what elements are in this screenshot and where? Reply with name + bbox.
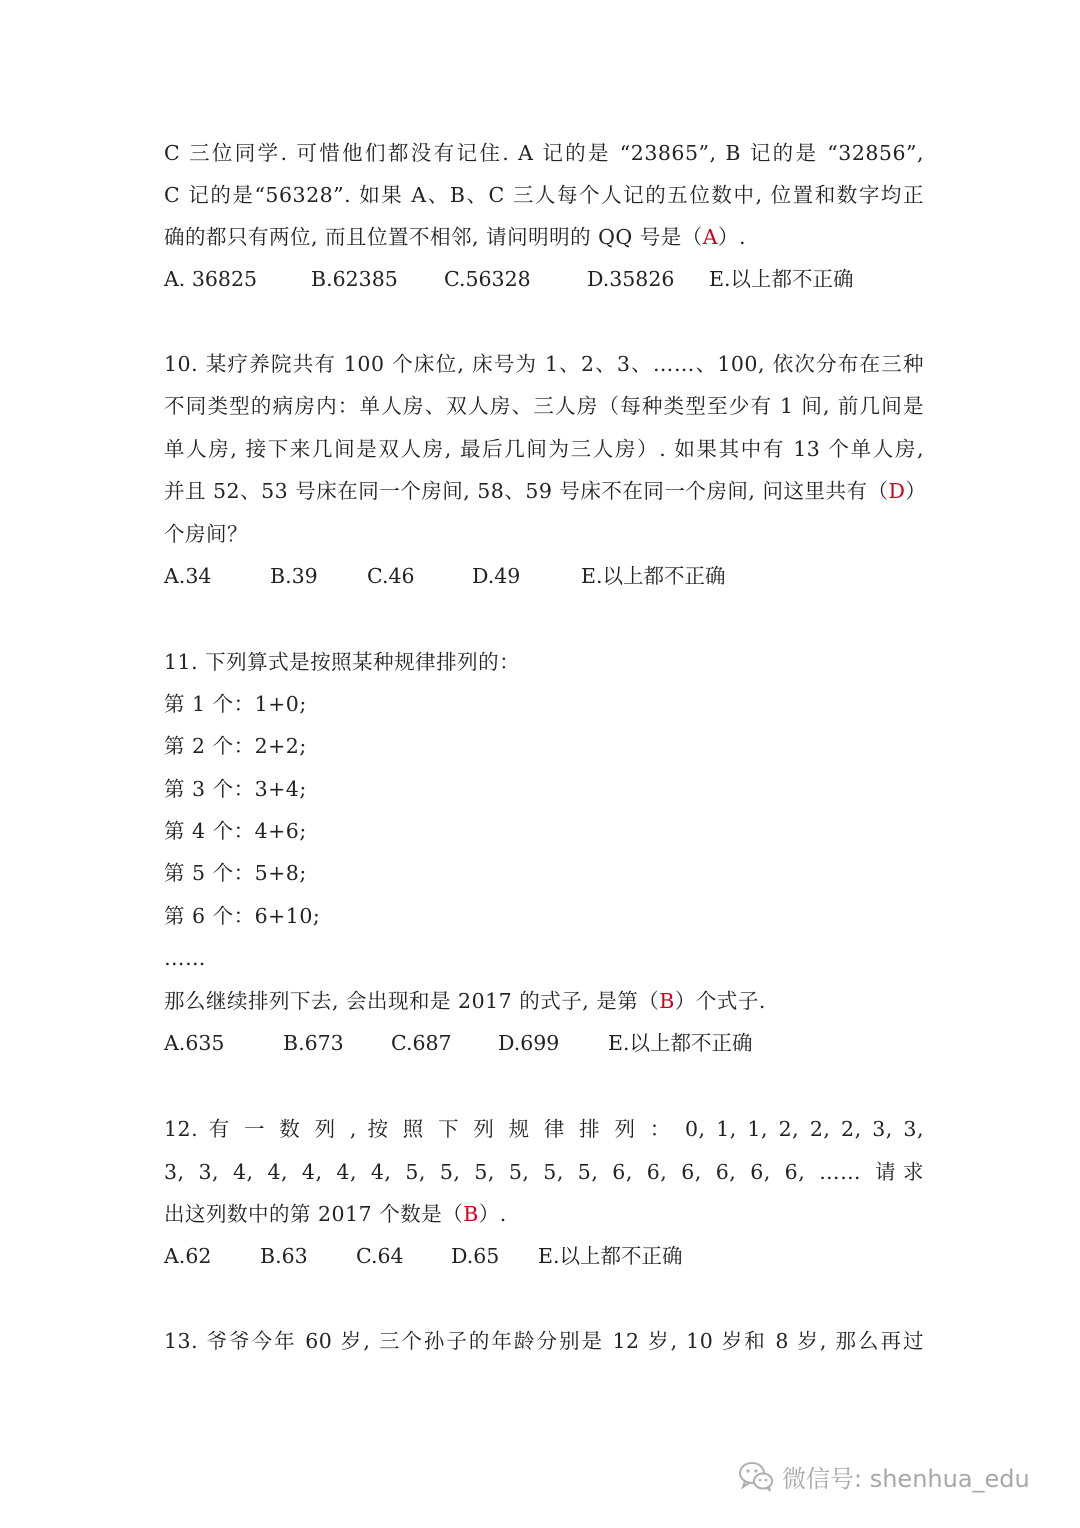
q10-question-text: 并且 52、53 号床在同一个房间, 58、59 号床不在同一个房间, 问这里共有（ bbox=[164, 479, 889, 503]
q11-ellipsis: …… bbox=[164, 946, 206, 970]
q11-item-5: 第 5 个：5+8; bbox=[164, 861, 307, 885]
q10-option-b: B.39 bbox=[270, 564, 318, 588]
q10-line-5: 个房间？ bbox=[164, 522, 248, 546]
q9-question-end: ）. bbox=[718, 225, 747, 249]
q10-line-1: 10. 某疗养院共有 100 个床位, 床号为 1、2、3、……、100, 依次分布在三种 bbox=[164, 352, 924, 376]
watermark bbox=[736, 1456, 1030, 1496]
q9-line-3 bbox=[164, 216, 924, 258]
q12-option-b: B.63 bbox=[260, 1244, 308, 1268]
wechat-icon bbox=[736, 1456, 776, 1496]
q11-option-d: D.699 bbox=[498, 1031, 560, 1055]
q11-answer: B bbox=[659, 989, 675, 1013]
q12-line-1: 12. 有 一 数 列 , 按 照 下 列 规 律 排 列 ： 0, 1, 1, 2, 2, 2, 3, 3, bbox=[164, 1117, 924, 1141]
q11-line-1: 11. 下列算式是按照某种规律排列的： bbox=[164, 650, 521, 674]
q12-question-text: 出这列数中的第 2017 个数是（ bbox=[164, 1202, 464, 1226]
q11-option-e: E.以上都不正确 bbox=[608, 1031, 753, 1055]
q11-item-1: 第 1 个：1+0; bbox=[164, 692, 307, 716]
q9-answer: A bbox=[702, 225, 719, 249]
q11-option-a: A.635 bbox=[164, 1031, 225, 1055]
q10-question-end: ） bbox=[905, 479, 927, 503]
q9-line-2: C 记的是“56328”. 如果 A、B、C 三人每个人记的五位数中, 位置和数字均正 bbox=[164, 183, 924, 207]
q11-question-end: ）个式子. bbox=[674, 989, 766, 1013]
q10-option-d: D.49 bbox=[472, 564, 521, 588]
q10-option-a: A.34 bbox=[164, 564, 212, 588]
q12-option-d: D.65 bbox=[451, 1244, 500, 1268]
q12-question-end: ）. bbox=[478, 1202, 507, 1226]
q11-item-6: 第 6 个：6+10; bbox=[164, 904, 321, 928]
q9-line-1: C 三位同学. 可惜他们都没有记住. A 记的是 “23865”, B 记的是 “32856”, bbox=[164, 141, 924, 165]
q12-option-a: A.62 bbox=[164, 1244, 212, 1268]
q10-option-e: E.以上都不正确 bbox=[581, 564, 726, 588]
q12-option-e: E.以上都不正确 bbox=[538, 1244, 683, 1268]
q11-item-4: 第 4 个：4+6; bbox=[164, 819, 307, 843]
q13-line-1: 13. 爷爷今年 60 岁, 三个孙子的年龄分别是 12 岁, 10 岁和 8 岁, 那么再过 bbox=[164, 1329, 924, 1353]
q10-line-3: 单人房, 接下来几间是双人房, 最后几间为三人房）. 如果其中有 13 个单人房, bbox=[164, 437, 924, 461]
q11-item-2: 第 2 个：2+2; bbox=[164, 734, 307, 758]
q12-answer: B bbox=[463, 1202, 479, 1226]
q9-option-a: A. 36825 bbox=[164, 267, 258, 291]
q12-option-c: C.64 bbox=[356, 1244, 404, 1268]
q11-question-line bbox=[164, 980, 924, 1022]
q9-option-b: B.62385 bbox=[311, 267, 398, 291]
q11-question-text: 那么继续排列下去, 会出现和是 2017 的式子, 是第（ bbox=[164, 989, 660, 1013]
q11-option-b: B.673 bbox=[283, 1031, 344, 1055]
q9-option-c: C.56328 bbox=[444, 267, 531, 291]
q11-option-c: C.687 bbox=[391, 1031, 452, 1055]
q9-question-text: 确的都只有两位, 而且位置不相邻, 请问明明的 QQ 号是（ bbox=[164, 225, 703, 249]
q9-option-e: E.以上都不正确 bbox=[709, 267, 854, 291]
q10-answer: D bbox=[888, 479, 906, 503]
q9-option-d: D.35826 bbox=[587, 267, 675, 291]
q10-line-4 bbox=[164, 470, 927, 512]
q12-line-3 bbox=[164, 1193, 924, 1235]
q10-line-2: 不同类型的病房内：单人房、双人房、三人房（每种类型至少有 1 间, 前几间是 bbox=[164, 394, 924, 418]
watermark-text: 微信号: shenhua_edu bbox=[782, 1464, 1030, 1493]
q12-line-2: 3, 3, 4, 4, 4, 4, 4, 5, 5, 5, 5, 5, 5, 6, 6, 6, 6, 6, 6, …… 请求 bbox=[164, 1160, 924, 1184]
q11-item-3: 第 3 个：3+4; bbox=[164, 777, 307, 801]
q10-option-c: C.46 bbox=[367, 564, 415, 588]
